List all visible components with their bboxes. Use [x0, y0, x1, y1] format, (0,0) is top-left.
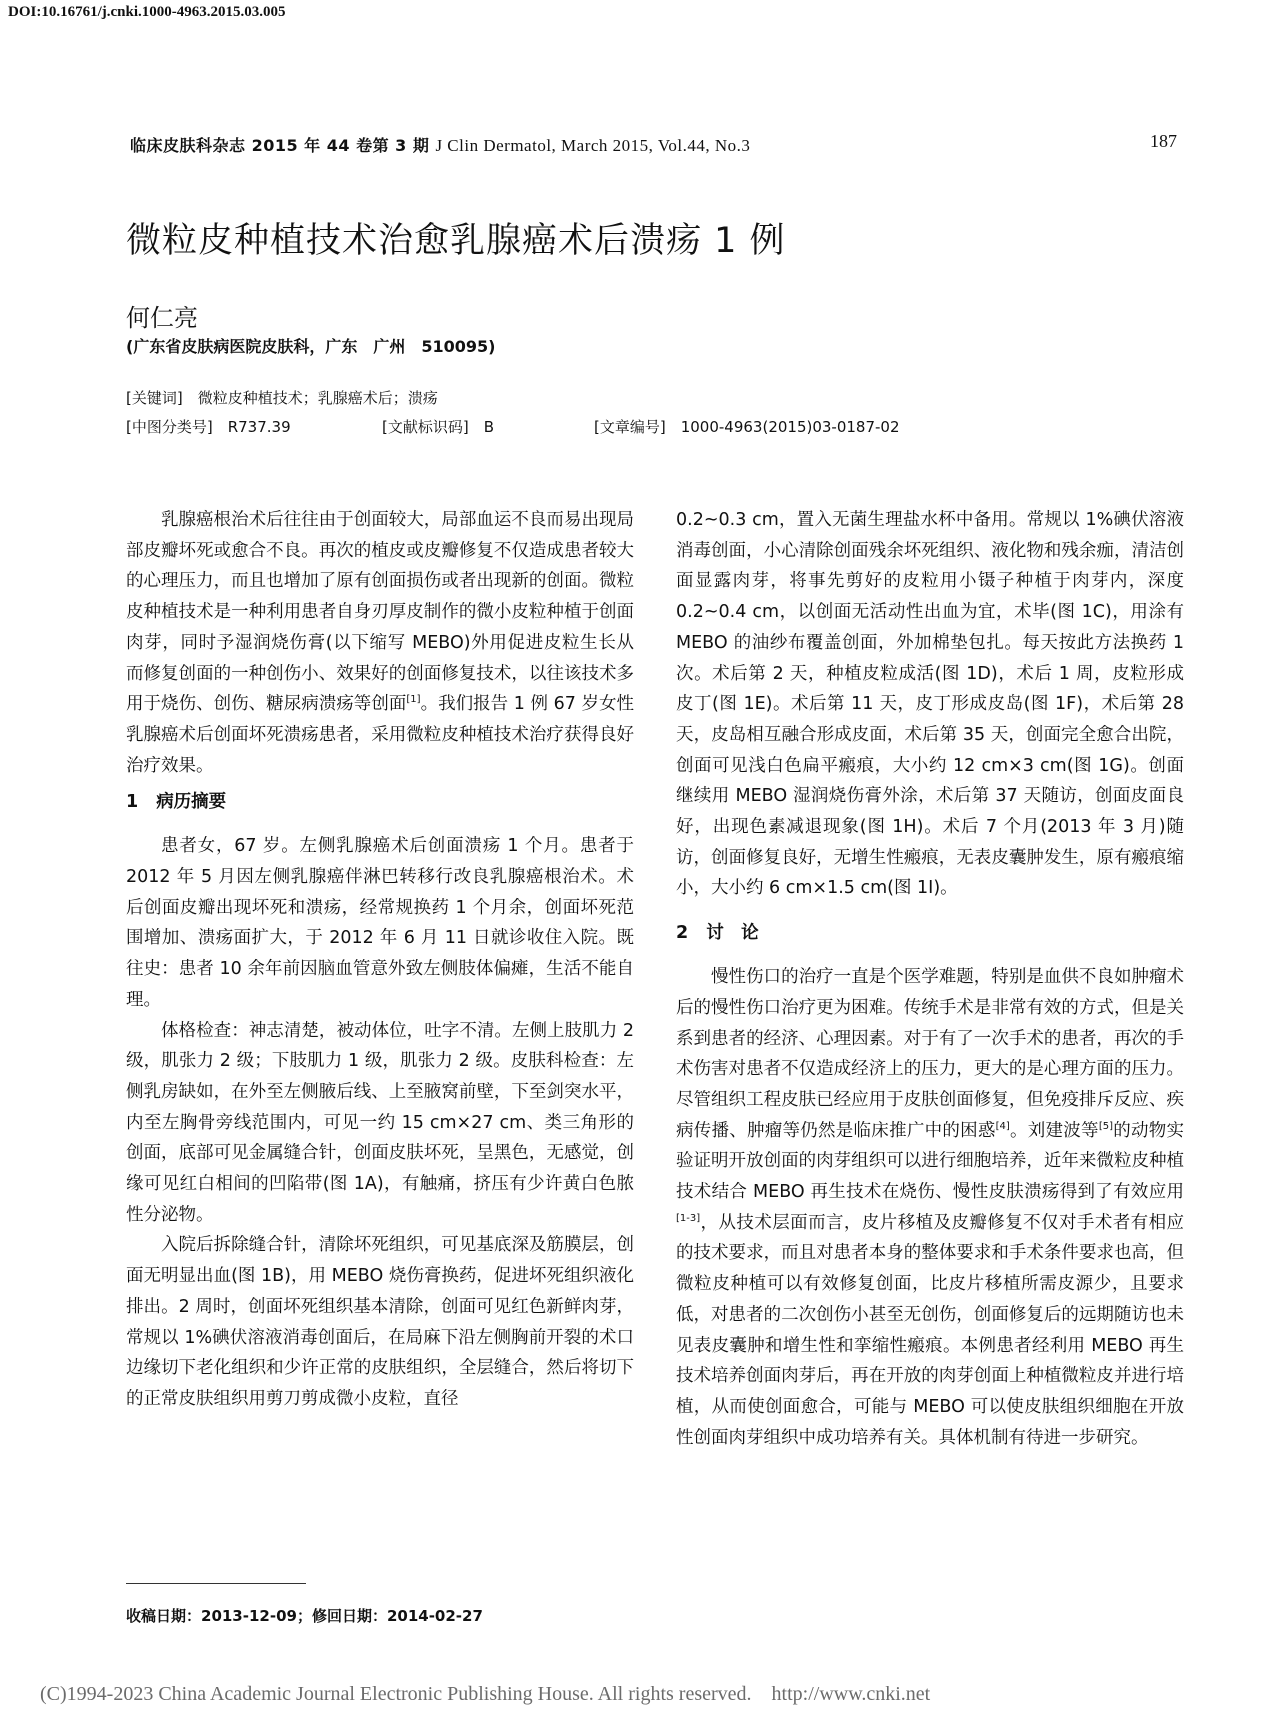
keywords: [关键词] 微粒皮种植技术；乳腺癌术后；溃疡	[126, 389, 438, 407]
page-number: 187	[1150, 131, 1177, 151]
journal-name-cn: 临床皮肤科杂志 2015 年 44 卷第 3 期	[130, 136, 430, 155]
journal-name-en: J Clin Dermatol, March 2015, Vol.44, No.3	[435, 136, 751, 155]
citation-ref[interactable]: [1-3]	[676, 1212, 701, 1224]
affiliation: (广东省皮肤病医院皮肤科，广东 广州 510095)	[126, 337, 496, 356]
footnote-divider	[126, 1583, 306, 1584]
right-column	[676, 505, 1184, 1453]
case-paragraph-continued: 0.2~0.3 cm，置入无菌生理盐水杯中备用。常规以 1%碘伏溶液消毒创面，小心清除创面残余坏死组织、液化物和残余痂，清洁创面显露肉芽，将事先剪好的皮粒用小镊子种植于肉芽内，深度 0.2~0.4 cm，以创面无活动性出血为宜，术毕(图 1C)，用涂有 MEBO 的油纱布覆盖创面，外加棉垫包扎。每天按此方法换药 1 次。术后第 2 天，种植皮粒成活(图 1D)，术后 1 周，皮粒形成皮丁(图 1E)。术后第 11 天，皮丁形成皮岛(图 1F)，术后第 28 天，皮岛相互融合形成皮面，术后第 35 天，创面完全愈合出院，创面可见浅白色扁平瘢痕，大小约 12 cm×3 cm(图 1G)。创面继续用 MEBO 湿润烧伤膏外涂，术后第 37 天随访，创面皮面良好，出现色素减退现象(图 1H)。术后 7 个月(2013 年 3 月)随访，创面修复良好，无增生性瘢痕，无表皮囊肿发生，原有瘢痕缩小，大小约 6 cm×1.5 cm(图 1I)。	[676, 510, 1184, 899]
section-heading-2: 2 讨 论	[676, 923, 759, 944]
article-title: 微粒皮种植技术治愈乳腺癌术后溃疡 1 例	[126, 221, 786, 261]
case-paragraph-1: 患者女，67 岁。左侧乳腺癌术后创面溃疡 1 个月。患者于 2012 年 5 月因左侧乳腺癌伴淋巴转移行改良乳腺癌根治术。术后创面皮瓣出现坏死和溃疡，经常规换药 1 个月余，创面坏死范围增加、溃疡面扩大，于 2012 年 6 月 11 日就诊收住入院。既往史：患者 10 余年前因脑血管意外致左侧肢体偏瘫，生活不能自理。	[126, 836, 634, 1010]
doi-line: DOI:10.16761/j.cnki.1000-4963.2015.03.005	[8, 4, 286, 20]
case-paragraph-3: 入院后拆除缝合针，清除坏死组织，可见基底深及筋膜层，创面无明显出血(图 1B)，用 MEBO 烧伤膏换药，促进坏死组织液化排出。2 周时，创面坏死组织基本清除，创面可见红色新鲜肉芽，常规以 1%碘伏溶液消毒创面后，在局麻下沿左侧胸前开裂的术口边缘切下老化组织和少许正常的皮肤组织，全层缝合，然后将切下的正常皮肤组织用剪刀剪成微小皮粒，直径	[126, 1235, 634, 1409]
document-code: [文献标识码] B	[382, 418, 494, 436]
case-paragraph-2: 体格检查：神志清楚，被动体位，吐字不清。左侧上肢肌力 2 级，肌张力 2 级；下肢肌力 1 级，肌张力 2 级。皮肤科检查：左侧乳房缺如，在外至左侧腋后线、上至腋窝前壁，下至剑突水平，内至左胸骨旁线范围内，可见一约 15 cm×27 cm、类三角形的创面，底部可见金属缝合针，创面皮肤坏死，呈黑色，无感觉，创缘可见红白相间的凹陷带(图 1A)，有触痛，挤压有少许黄白色脓性分泌物。	[126, 1020, 634, 1225]
running-head	[130, 133, 750, 156]
discussion-paragraph: 慢性伤口的治疗一直是个医学难题，特别是血供不良如肿瘤术后的慢性伤口治疗更为困难。传统手术是非常有效的方式，但是关系到患者的经济、心理因素。对于有了一次手术的患者，再次的手术伤害对患者不仅造成经济上的压力，更大的是心理方面的压力。尽管组织工程皮肤已经应用于皮肤创面修复，但免疫排斥反应、疾病传播、肿瘤等仍然是临床推广中的困惑[4]。刘建波等[5]的动物实验证明开放创面的肉芽组织可以进行细胞培养，近年来微粒皮种植技术结合 MEBO 再生技术在烧伤、慢性皮肤溃疡得到了有效应用[1-3]，从技术层面而言，皮片移植及皮瓣修复不仅对手术者有相应的技术要求，而且对患者本身的整体要求和手术条件要求也高，但微粒皮种植可以有效修复创面，比皮片移植所需皮源少，且要求低，对患者的二次创伤小甚至无创伤，创面修复后的远期随访也未见表皮囊肿和增生性和挛缩性瘢痕。本例患者经利用 MEBO 再生技术培养创面肉芽后，再在开放的肉芽创面上种植微粒皮并进行培植，从而使创面愈合，可能与 MEBO 可以使皮肤组织细胞在开放性创面肉芽组织中成功培养有关。具体机制有待进一步研究。	[676, 967, 1185, 1448]
received-date-footnote: 收稿日期：2013-12-09；修回日期：2014-02-27	[126, 1607, 483, 1625]
article-number: [文章编号] 1000-4963(2015)03-0187-02	[594, 418, 900, 436]
intro-paragraph: 乳腺癌根治术后往往由于创面较大，局部血运不良而易出现局部皮瓣坏死或愈合不良。再次的植皮或皮瓣修复不仅造成患者较大的心理压力，而且也增加了原有创面损伤或者出现新的创面。微粒皮种植技术是一种利用患者自身刃厚皮制作的微小皮粒种植于创面肉芽，同时予湿润烧伤膏(以下缩写 MEBO)外用促进皮粒生长从而修复创面的一种创伤小、效果好的创面修复技术，以往该技术多用于烧伤、创伤、糖尿病溃疡等创面[1]。我们报告 1 例 67 岁女性乳腺癌术后创面坏死溃疡患者，采用微粒皮种植技术治疗获得良好治疗效果。	[126, 510, 635, 776]
citation-ref[interactable]: [5]	[1098, 1120, 1113, 1132]
author: 何仁亮	[126, 304, 198, 332]
citation-ref[interactable]: [1]	[406, 694, 421, 706]
left-column	[126, 505, 634, 1415]
classification-line	[126, 416, 1226, 440]
section-heading-1: 1 病历摘要	[126, 792, 227, 813]
citation-ref[interactable]: [4]	[995, 1120, 1010, 1132]
copyright-notice: (C)1994-2023 China Academic Journal Electronic Publishing House. All rights reserved. http://www.cnki.net	[40, 1683, 931, 1705]
clc-number: [中图分类号] R737.39	[126, 418, 291, 436]
